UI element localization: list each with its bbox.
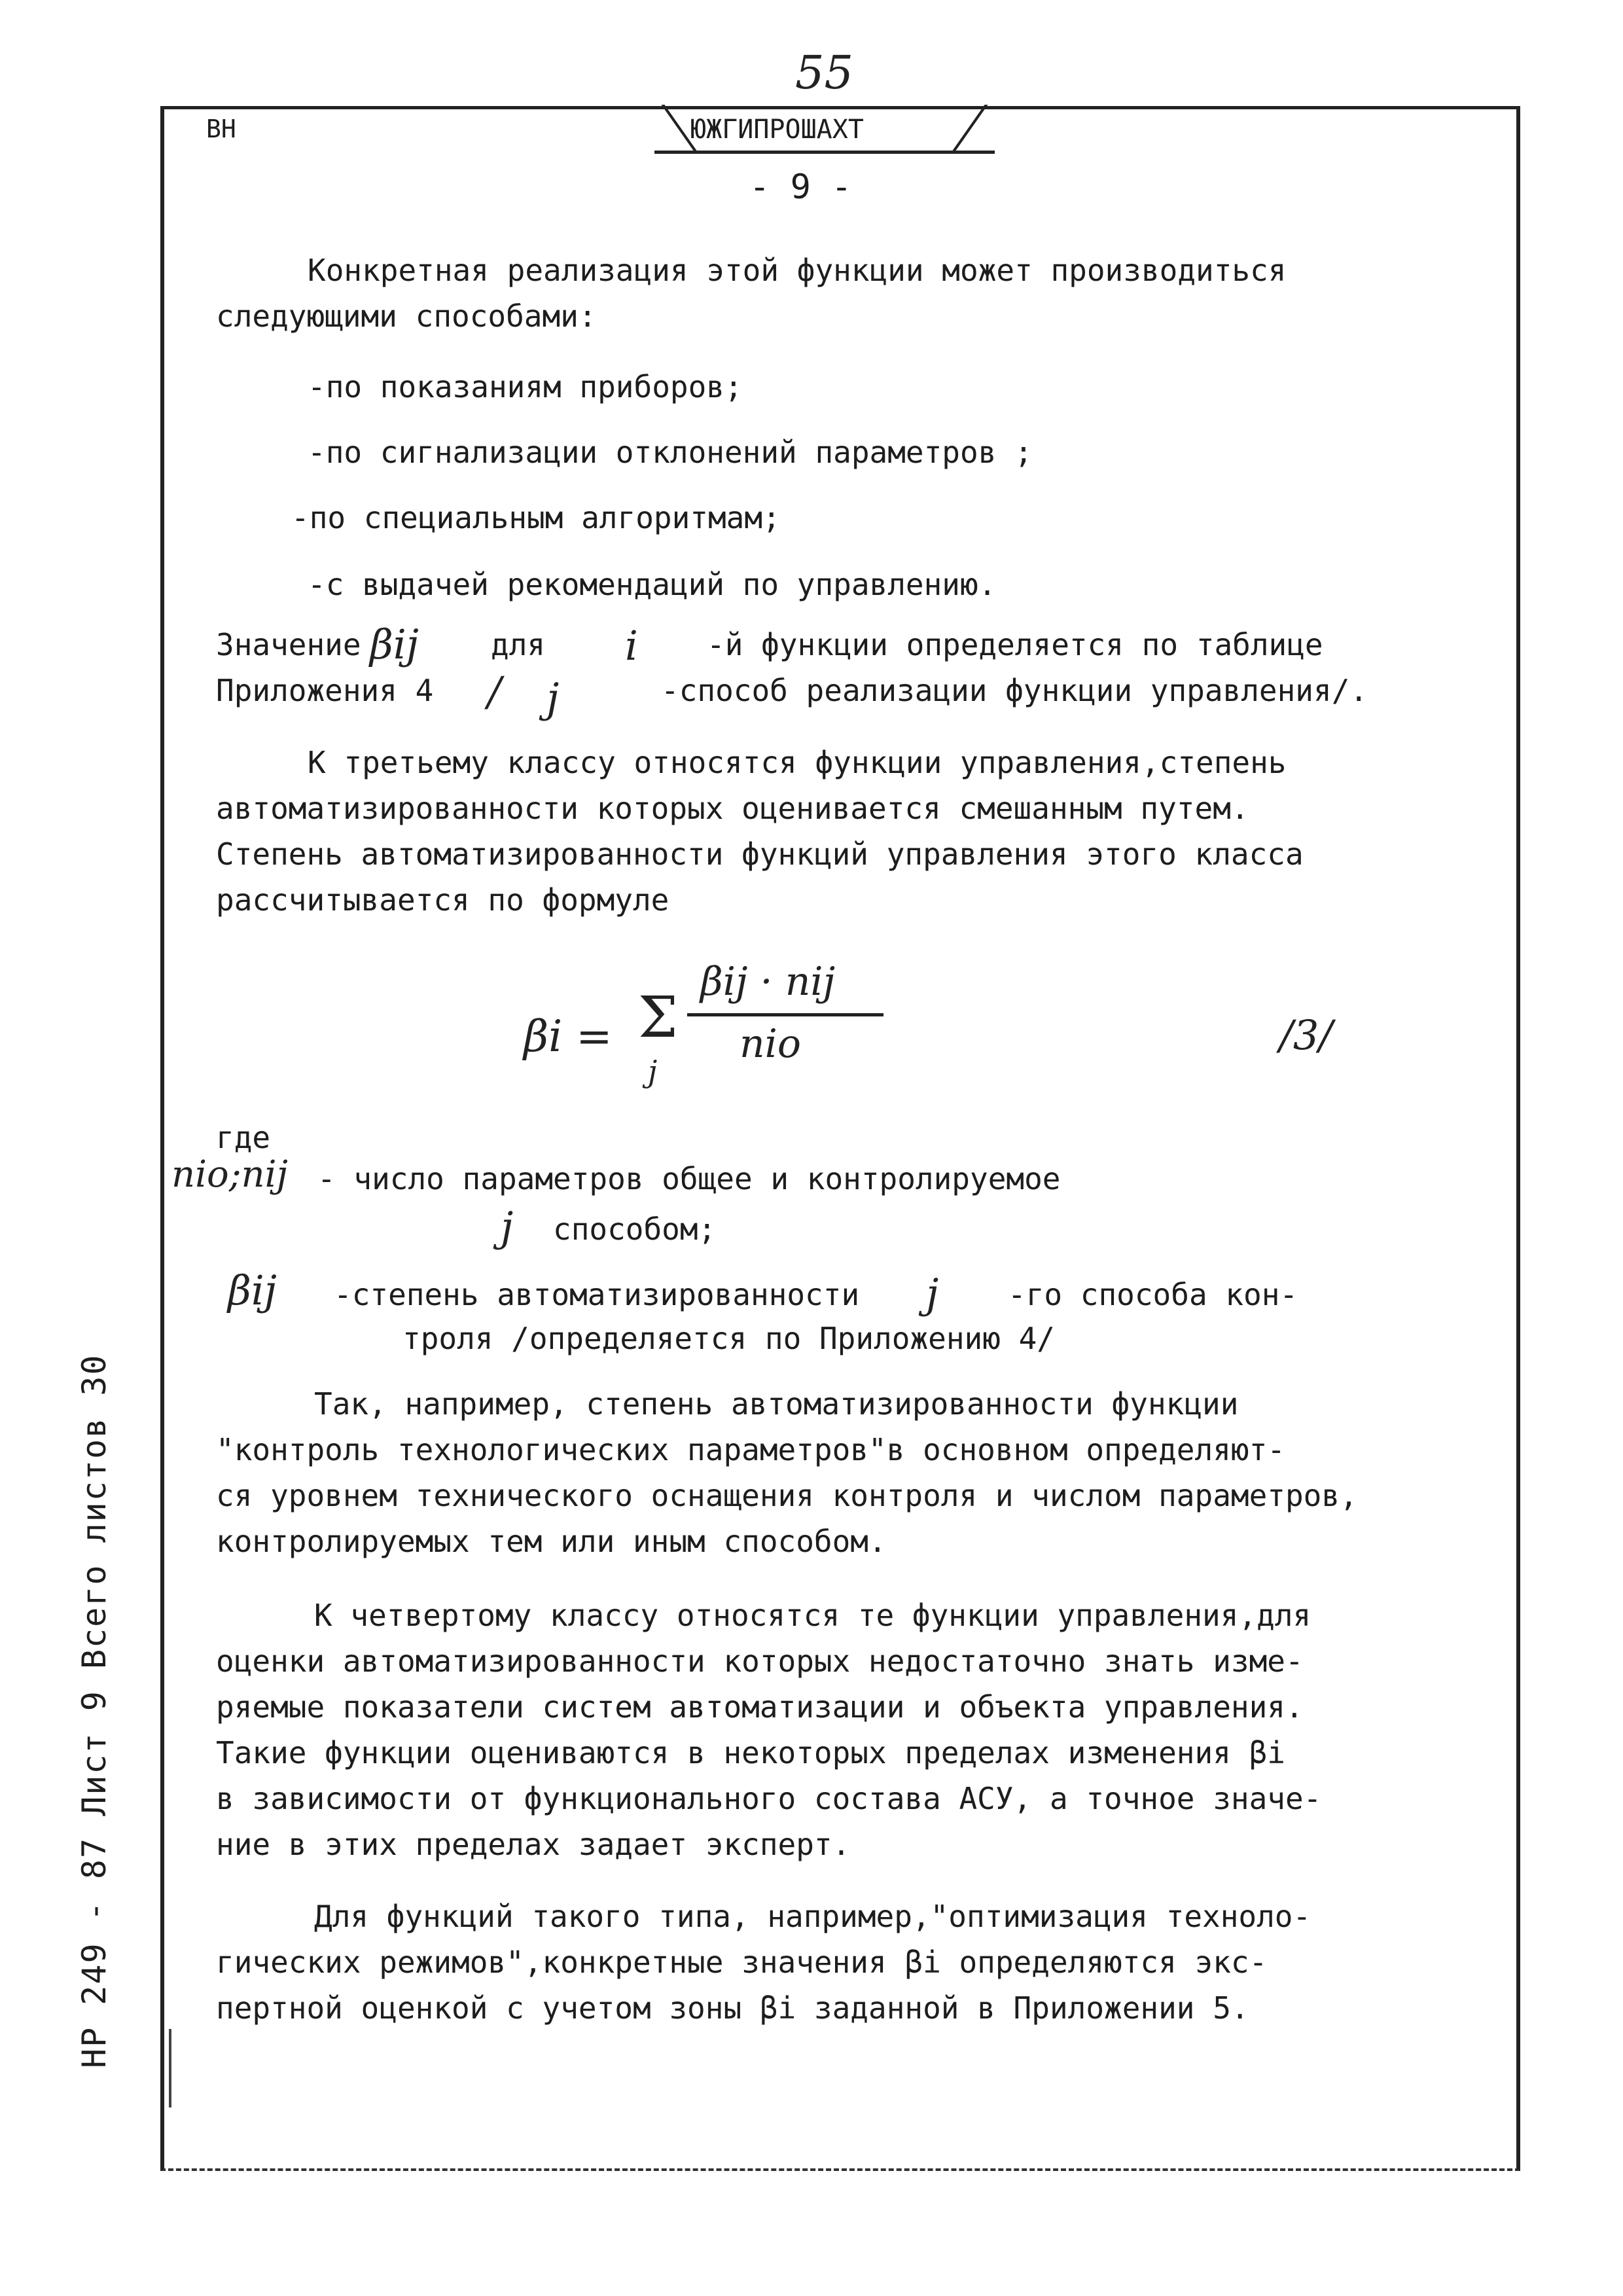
fourth-class-line-4: Такие функции оцениваются в некоторых пределах изменения βi (216, 1735, 1285, 1770)
value-line-1-a: Значение (216, 627, 361, 662)
third-class-line-1: К третьему классу относятся функции управления,степень (308, 745, 1287, 780)
fourth-class-line-2: оценки автоматизированности которых недостаточно знать изме- (216, 1643, 1304, 1679)
def2-text: -степень автоматизированности (334, 1277, 860, 1312)
value-line-2-slash: / (488, 668, 501, 715)
example-line-2: "контроль технологических параметров"в основном определяют- (216, 1432, 1285, 1467)
value-line-1-b: для (491, 627, 546, 662)
example-line-3: ся уровнем технического оснащения контроля и числом параметров, (216, 1478, 1358, 1513)
value-line-2-c: -способ реализации функции управления/. (661, 673, 1368, 708)
value-line-2-j: j (546, 674, 560, 722)
example-line-1: Так, например, степень автоматизированности функции (314, 1386, 1239, 1422)
value-line-1-i: i (625, 622, 638, 670)
fourth-class-line-1: К четвертому классу относятся те функции управления,для (314, 1598, 1311, 1633)
formula-numerator: βij · nij (700, 959, 836, 1005)
def1-symbol: nio;nij (171, 1153, 288, 1196)
def1-text: - число параметров общее и контролируемое (317, 1161, 1061, 1196)
intro-line-2: следующими способами: (216, 298, 597, 334)
def1-j: j (501, 1203, 514, 1251)
fourth-class-line-3: ряемые показатели систем автоматизации и объекта управления. (216, 1689, 1304, 1725)
value-line-1-c: -й функции определяется по таблице (707, 627, 1323, 662)
def2-text-3: троля /определяется по Приложению 4/ (402, 1321, 1055, 1356)
def1-text-2: способом; (553, 1211, 717, 1247)
org-code: ВН (206, 115, 236, 143)
def2-text-2: -го способа кон- (1008, 1277, 1298, 1312)
fourth-class-line-6: ние в этих пределах задает эксперт. (216, 1827, 851, 1862)
margin-mark (169, 2029, 171, 2108)
list-item-2: -по сигнализации отклонений параметров ; (308, 435, 1033, 470)
list-item-4: -с выдачей рекомендаций по управлению. (308, 567, 997, 602)
third-class-line-2: автоматизированности которых оценивается смешанным путем. (216, 791, 1249, 826)
value-line-2-a: Приложения 4 (216, 673, 434, 708)
formula-sum: Σ (638, 985, 678, 1050)
last-line-2: гических режимов",конкретные значения βi определяются экс- (216, 1945, 1268, 1980)
list-item-1: -по показаниям приборов; (308, 369, 743, 404)
def2-j: j (926, 1270, 939, 1318)
last-line-3: пертной оценкой с учетом зоны βi заданной в Приложении 5. (216, 1990, 1249, 2026)
formula-fraction-bar (687, 1013, 883, 1016)
sheet-sidebar-label: НР 249 - 87 Лист 9 Всего листов 30 (75, 1354, 113, 2068)
last-line-1: Для функций такого типа, например,"оптимизация техноло- (314, 1899, 1311, 1934)
third-class-line-3: Степень автоматизированности функций управления этого класса (216, 836, 1304, 872)
example-line-4: контролируемых тем или иным способом. (216, 1524, 887, 1559)
third-class-line-4: рассчитывается по формуле (216, 882, 669, 918)
handwritten-page-number: 55 (795, 46, 854, 99)
intro-line-1: Конкретная реализация этой функции может производиться (308, 253, 1287, 288)
list-item-3: -по специальным алгоритмам; (291, 500, 781, 535)
value-line-1-beta: βij (370, 620, 419, 668)
where-label: где (216, 1120, 271, 1155)
formula-lhs: βi = (524, 1011, 613, 1062)
org-stamp: ЮЖГИПРОШАХТ (690, 115, 864, 145)
formula-denominator: nio (740, 1021, 801, 1067)
def2-symbol: βij (228, 1266, 277, 1314)
fourth-class-line-5: в зависимости от функционального состава АСУ, а точное значе- (216, 1781, 1322, 1816)
formula-sum-index: j (648, 1054, 658, 1089)
page-number: - 9 - (749, 168, 852, 207)
formula-label: /3/ (1279, 1011, 1333, 1059)
